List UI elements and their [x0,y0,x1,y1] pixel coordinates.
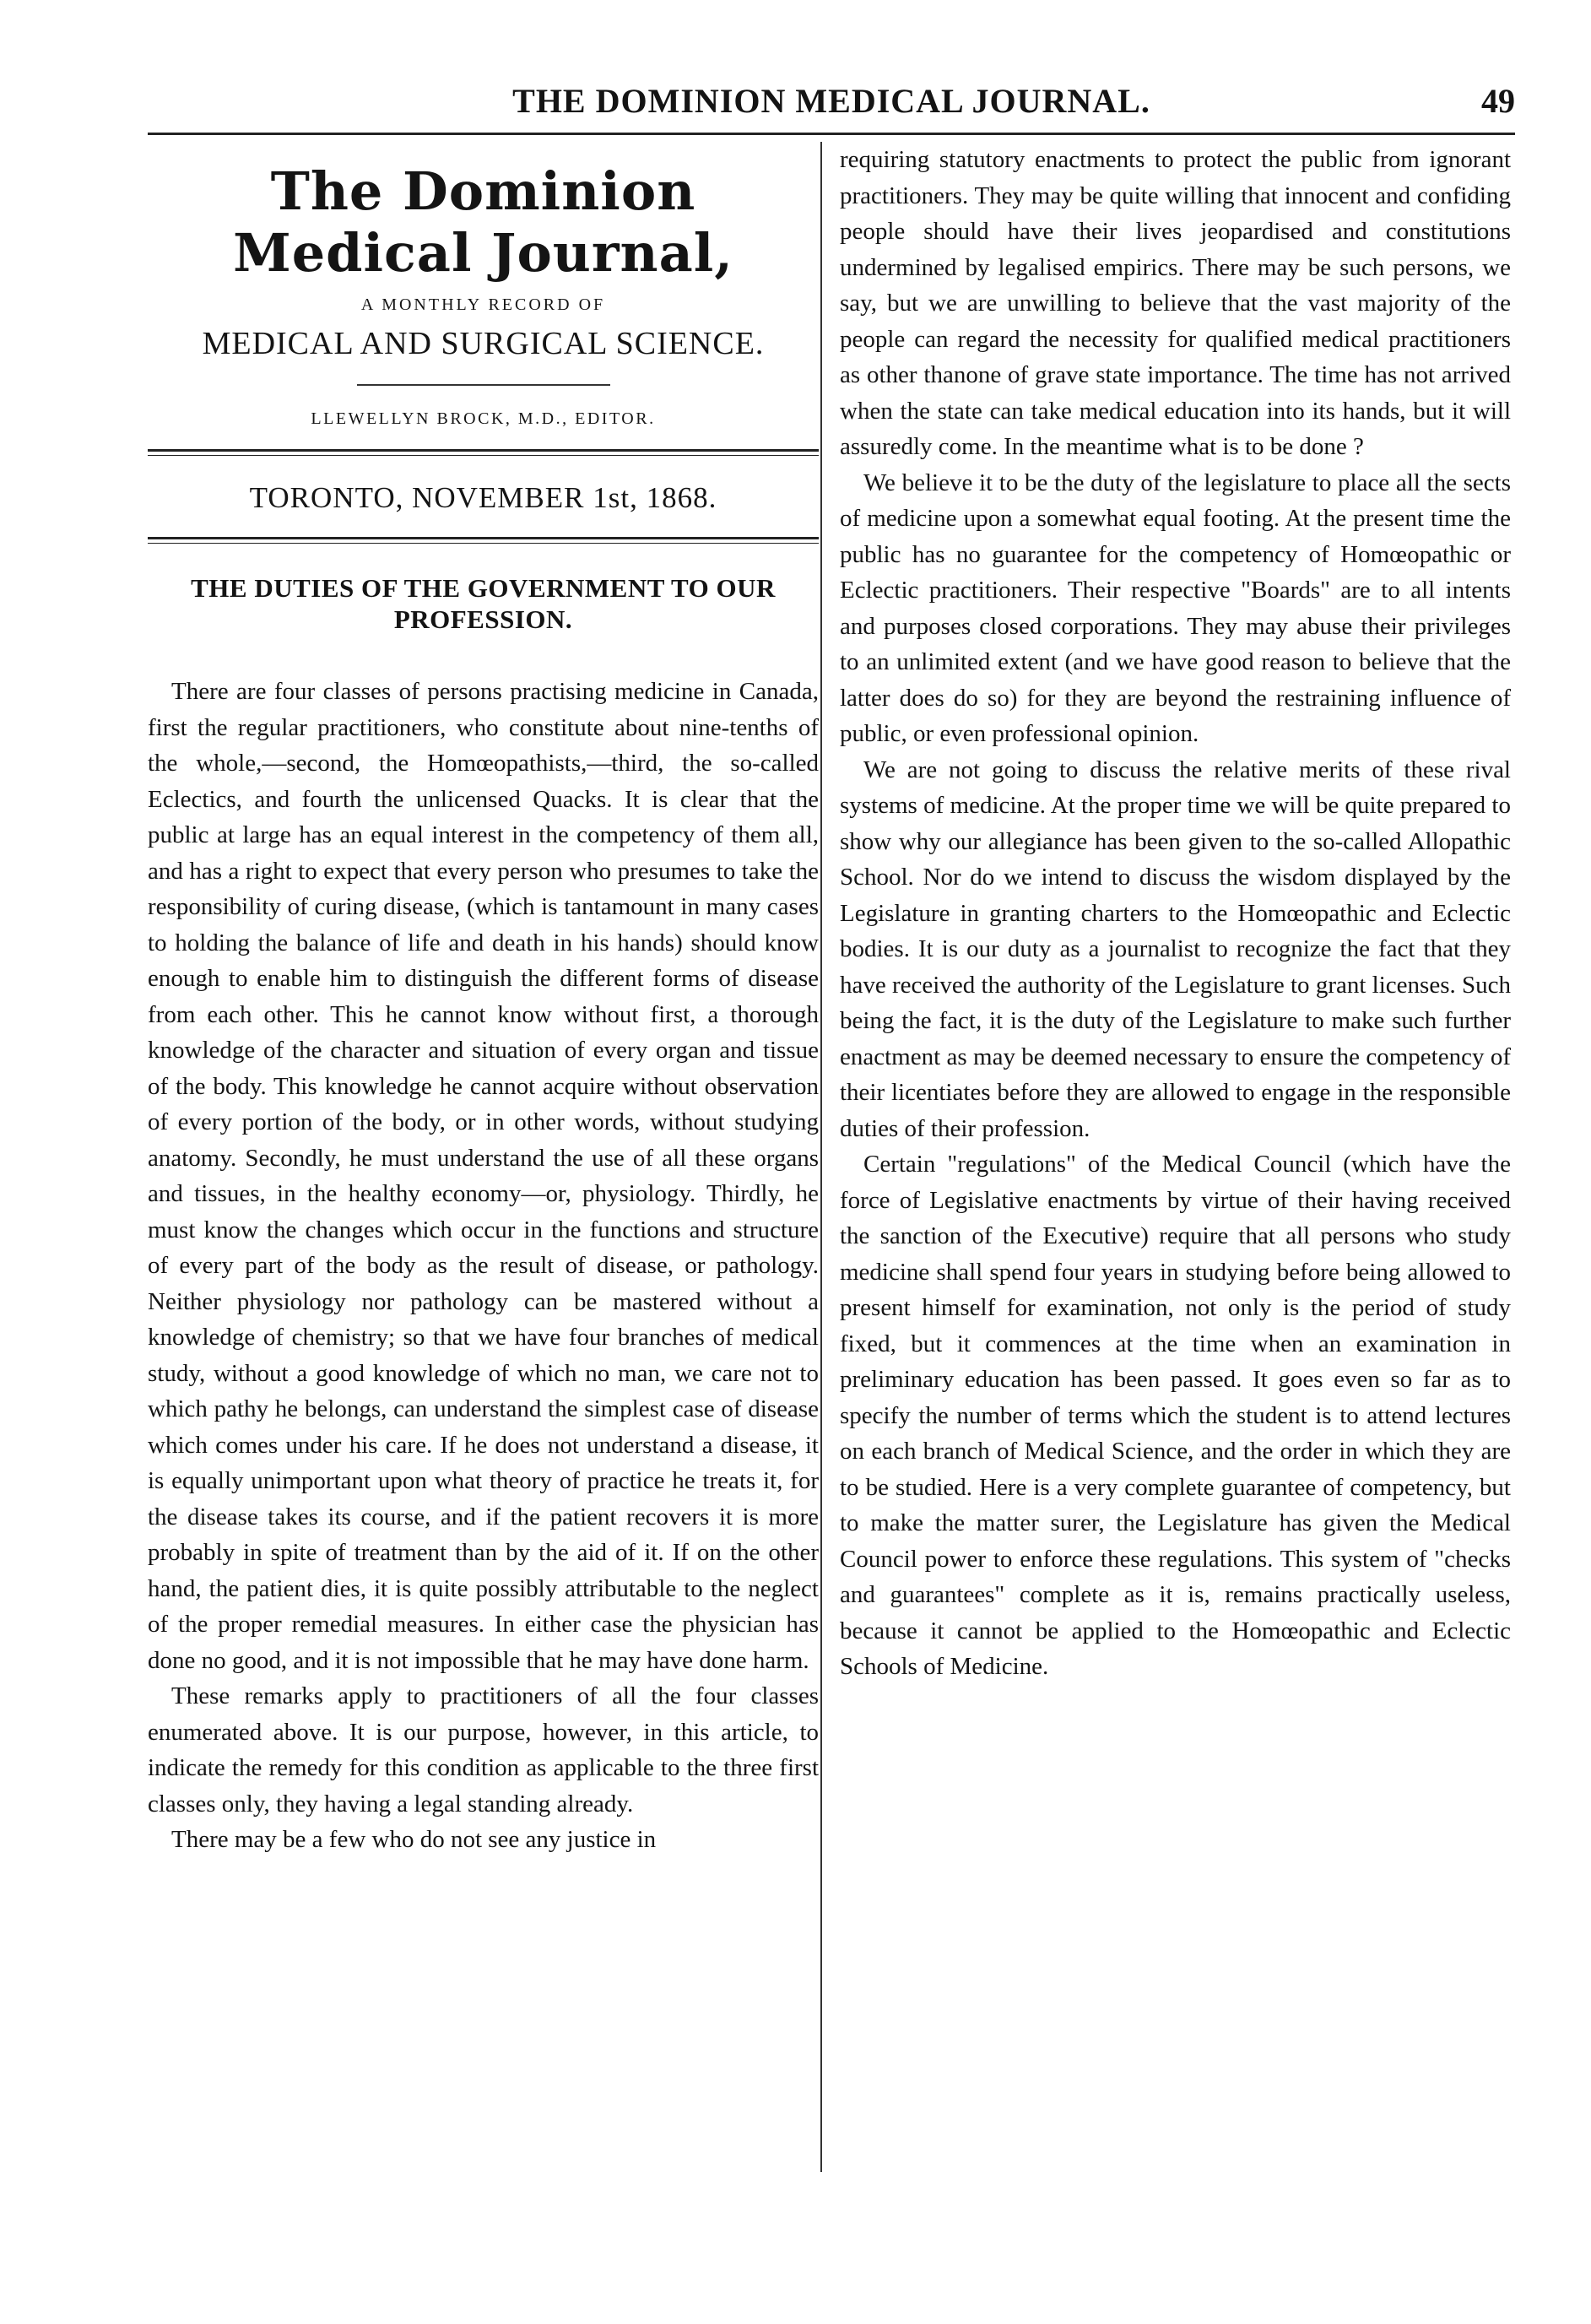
paragraph: There are four classes of persons practising medicine in Canada, first the regular practitioners, who constitute about nine-tenths of the whole,—second, the Homœopathists,—third, the so-called Eclectics, and fourth the unlicensed Quacks. It is clear that the public at large has an equal interest in the competency of them all, and has a right to expect that every person who presumes to take the responsibility of curing disease, (which is tantamount in many cases to holding the balance of life and death in his hands) should know enough to enable him to distinguish the different forms of disease from each other. This he cannot know without first, a thorough knowledge of the character and situation of every organ and tissue of the body. This knowledge he cannot acquire without observation of every portion of the body, or in other words, without studying anatomy. Secondly, he must understand the use of all these organs and tissues, in the healthy economy—or, physiology. Thirdly, he must know the changes which occur in the functions and structure of every part of the body as the result of disease, or pathology. Neither physiology nor pathology can be mastered without a knowledge of chemistry; so that we have four branches of medical study, without a good knowledge of which no man, we care not to which pathy he belongs, can understand the simplest case of disease which comes under his care. If he does not understand a disease, it is equally unimportant upon what theory of practice he treats it, for the disease takes its course, and if the patient recovers it is more probably in spite of treatment than by the aid of it. If on the other hand, the patient dies, it is quite possibly attributable to the neglect of the proper remedial measures. In either case the physician has done no good, and it is not impossible that he may have done harm. [148,678,819,1674]
paragraph: There may be a few who do not see any justice in [171,1826,657,1853]
paragraph: requiring statutory enactments to protect the public from ignorant practitioners. They may be quite willing that innocent and confiding people should have their lives jeopardised and constitutions undermined by legalised empirics. There may be such persons, we say, but we are unwilling to believe that the vast majority of the people can regard the necessity for qualified medical practitioners as other thanone of grave state importance. The time has not arrived when the state can take medical education into its hands, but it will assuredly come. In the meantime what is to be done ? [840,146,1511,460]
masthead [148,160,819,544]
short-rule [357,384,610,386]
right-body-text [840,142,1511,1685]
left-column [148,142,819,2324]
paragraph: We are not going to discuss the relative merits of these rival systems of medicine. At the proper time we will be quite prepared to show why our allegiance has been given to the so-called Allopathic School. Nor do we intend to discuss the wisdom displayed by the Legislature in granting charters to the Homœopathic and Eclectic bodies. It is our duty as a journalist to recognize the fact that they have received the authority of the Legislature to grant licenses. Such being the fact, it is the duty of the Legislature to make such further enactment as may be deemed necessary to ensure the competency of their licentiates before they are allowed to engage in the responsible duties of their profession. [840,756,1511,1142]
masthead-editor: LLEWELLYN BROCK, M.D., EDITOR. [311,409,656,428]
paragraph: These remarks apply to practitioners of all the four classes enumerated above. It is our purpose, however, in this article, to indicate the remedy for this condition as applicable to the three first classes only, they having a legal standing already. [148,1682,819,1817]
article-heading-line-1: THE DUTIES OF THE GOVERNMENT TO OUR [191,573,776,603]
masthead-date: TORONTO, NOVEMBER 1st, 1868. [249,481,717,514]
left-body-text [148,674,819,1858]
page-number: 49 [1481,82,1515,120]
masthead-subtitle: A MONTHLY RECORD OF [360,295,606,314]
paragraph: We believe it to be the duty of the legislature to place all the sects of medicine upon a somewhat equal footing. At the present time the public has no guarantee for the competency of Homœopathic or Eclectic practitioners. Their respective "Boards" are to all intents and purposes closed corporations. They may abuse their privileges to an unlimited extent (and we have good reason to believe that the latter does do so) for they are beyond the restraining influence of public, or even professional opinion. [840,469,1511,747]
header-rule [148,133,1515,135]
column-divider [820,142,822,2172]
right-column [840,142,1511,2324]
masthead-title: The Dominion Medical Journal, [233,160,733,284]
masthead-rule-top [148,449,819,456]
paragraph: Certain "regulations" of the Medical Council (which have the force of Legislative enactments by virtue of their having received the sanction of the Executive) require that all persons who study medicine shall spend four years in studying before being allowed to present himself for examination, not only is the period of study fixed, but it commences at the time when an examination in preliminary education has been passed. It goes even so far as to specify the number of terms which the student is to attend lectures on each branch of Medical Science, and the order in which they are to be studied. Here is a very complete guarantee of competency, but to make the matter surer, the Legislature has given the Medical Council power to enforce these regulations. This system of "checks and guarantees" complete as it is, remains practically useless, because it cannot be applied to the Homœopathic and Eclectic Schools of Medicine. [840,1151,1511,1680]
article-heading-line-2: PROFESSION. [393,604,573,634]
masthead-rule-bottom [148,537,819,544]
running-head [148,81,1515,128]
running-title: THE DOMINION MEDICAL JOURNAL. [512,82,1150,120]
article-heading [148,572,819,635]
masthead-science: MEDICAL AND SURGICAL SCIENCE. [202,326,765,361]
